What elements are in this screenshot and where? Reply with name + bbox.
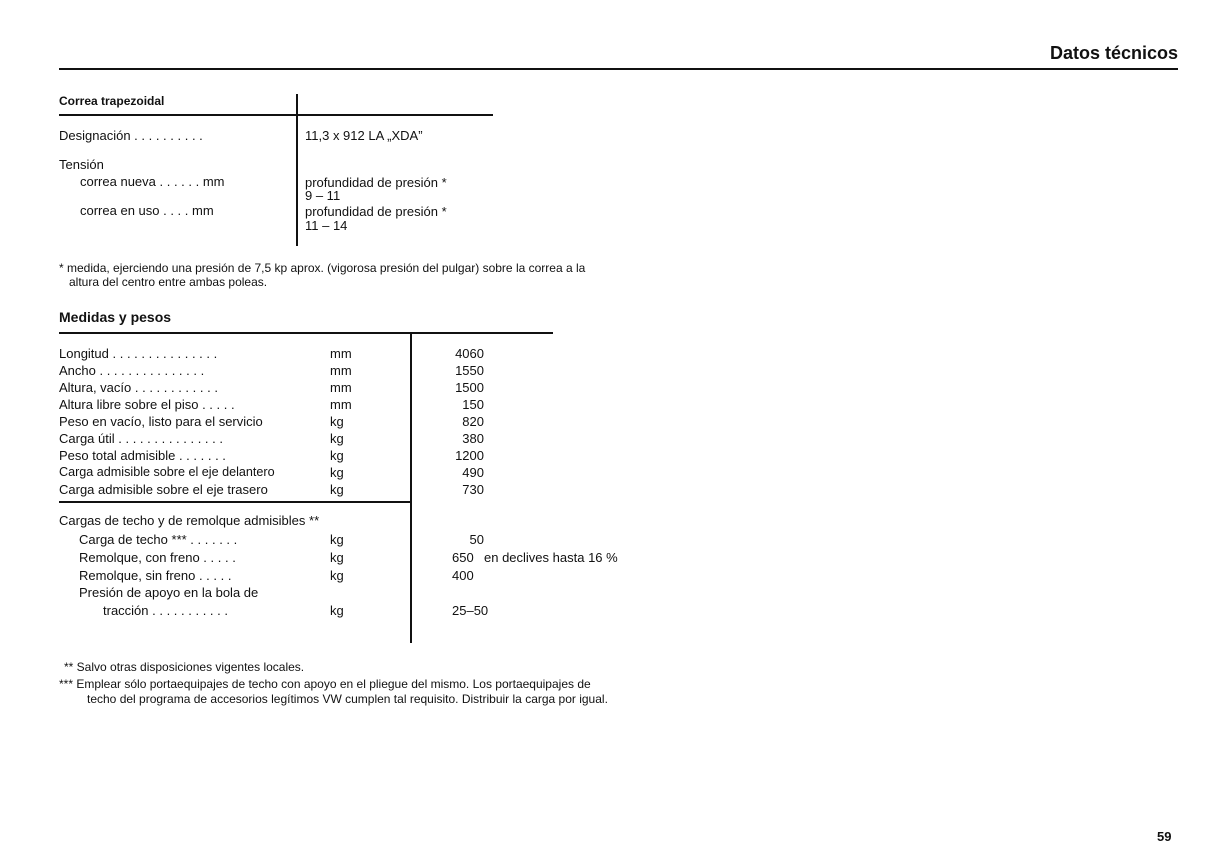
load-unit: kg (330, 532, 344, 547)
dim-label: Carga admisible sobre el eje delantero (59, 465, 275, 479)
dim-label: Altura, vacío . . . . . . . . . . . . (59, 380, 218, 395)
footnote-triple-cont: techo del programa de accesorios legítimos VW cumplen tal requisito. Distribuir la carga por igual. (87, 692, 608, 706)
load-value: 400 (452, 568, 474, 583)
dim-unit: mm (330, 346, 352, 361)
dim-label: Carga admisible sobre el eje trasero (59, 482, 268, 497)
dim-value: 1200 (455, 448, 484, 463)
loads-heading: Cargas de techo y de remolque admisibles ** (59, 513, 320, 528)
dim-label: Carga útil . . . . . . . . . . . . . . . (59, 431, 223, 446)
load-label: Remolque, con freno . . . . . (79, 550, 236, 565)
dimensions-divider (59, 501, 411, 503)
vbelt-designation-label: Designación . . . . . . . . . . (59, 128, 203, 143)
dim-value: 820 (462, 414, 484, 429)
dim-label: Peso total admisible . . . . . . . (59, 448, 226, 463)
vbelt-used-value: profundidad de presión * (305, 204, 447, 219)
dim-unit: mm (330, 363, 352, 378)
vbelt-designation-value: 11,3 x 912 LA „XDA” (305, 128, 423, 143)
vbelt-footnote: * medida, ejerciendo una presión de 7,5 kp aprox. (vigorosa presión del pulgar) sobre la correa a la (59, 261, 586, 275)
vbelt-footnote-cont: altura del centro entre ambas poleas. (69, 275, 268, 289)
dim-label: Longitud . . . . . . . . . . . . . . . (59, 346, 218, 361)
vbelt-column-rule (296, 94, 298, 246)
vbelt-new-value: profundidad de presión * (305, 175, 447, 190)
dimensions-heading: Medidas y pesos (59, 309, 172, 325)
vbelt-used-range: 11 – 14 (305, 218, 348, 233)
dim-unit: mm (330, 397, 352, 412)
dim-unit: kg (330, 465, 344, 480)
dim-unit: kg (330, 448, 344, 463)
dim-unit: kg (330, 414, 344, 429)
dim-unit: mm (330, 380, 352, 395)
support-unit: kg (330, 603, 344, 618)
load-label: Remolque, sin freno . . . . . (79, 568, 232, 583)
load-value: 50 (469, 532, 484, 547)
load-unit: kg (330, 550, 344, 565)
dim-unit: kg (330, 482, 344, 497)
dim-value: 490 (462, 465, 484, 480)
vbelt-tension-label: Tensión (59, 157, 104, 172)
vbelt-heading-rule (59, 114, 493, 116)
dim-value: 1550 (455, 363, 484, 378)
header-rule (59, 68, 1178, 70)
load-label: Carga de techo *** . . . . . . . (79, 532, 238, 547)
dimensions-heading-rule (59, 332, 553, 334)
dim-label: Peso en vacío, listo para el servicio (59, 414, 263, 429)
vbelt-new-label: correa nueva . . . . . . mm (80, 174, 225, 189)
page-number: 59 (1157, 829, 1172, 844)
dim-value: 150 (462, 397, 484, 412)
vbelt-heading: Correa trapezoidal (59, 94, 165, 108)
dim-unit: kg (330, 431, 344, 446)
dim-value: 380 (462, 431, 484, 446)
dim-label: Ancho . . . . . . . . . . . . . . . (59, 363, 205, 378)
page-title: Datos técnicos (1049, 43, 1178, 63)
footnote-double: ** Salvo otras disposiciones vigentes locales. (64, 660, 305, 674)
dim-value: 4060 (455, 346, 484, 361)
dim-value: 1500 (455, 380, 484, 395)
dim-label: Altura libre sobre el piso . . . . . (59, 397, 235, 412)
support-label-cont: tracción . . . . . . . . . . . (103, 603, 228, 618)
load-unit: kg (330, 568, 344, 583)
vbelt-new-range: 9 – 11 (305, 188, 341, 203)
load-value: 650 (452, 550, 474, 565)
support-value: 25–50 (452, 603, 489, 618)
load-note: en declives hasta 16 % (484, 550, 618, 565)
vbelt-used-label: correa en uso . . . . mm (80, 203, 214, 218)
support-label: Presión de apoyo en la bola de (79, 585, 259, 600)
footnote-triple: *** Emplear sólo portaequipajes de techo con apoyo en el pliegue del mismo. Los portaequipajes de (59, 677, 591, 691)
dim-value: 730 (462, 482, 484, 497)
dimensions-column-rule (410, 333, 412, 643)
